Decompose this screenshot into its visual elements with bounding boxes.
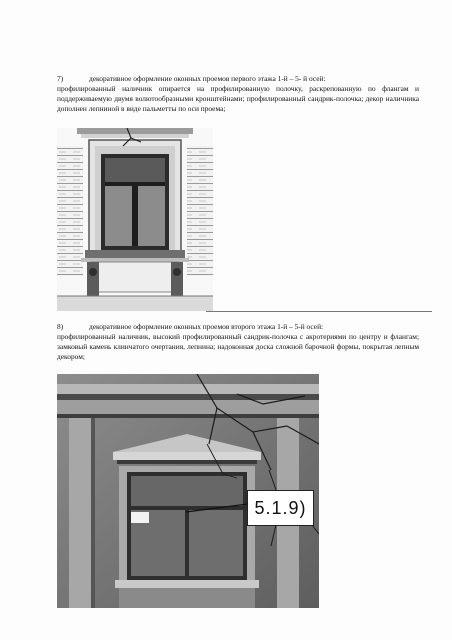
separator-line	[206, 311, 432, 312]
first-floor-window-photo	[57, 128, 213, 311]
section-7-heading	[57, 74, 326, 83]
section-8-heading	[57, 322, 323, 331]
section-7-title: декоративное оформление оконных проемов первого этажа 1-й – 5- й осей:	[89, 74, 326, 83]
section-8-title: декоративное оформление оконных проемов второго этажа 1-й – 5-й осей:	[89, 322, 324, 331]
callout-leader-line	[186, 500, 248, 514]
section-8-number: 8)	[57, 322, 64, 331]
section-7-number: 7)	[57, 74, 64, 83]
section-7-description: профилированный наличник опирается на профилированную полочку, раскрепованную по флангам и поддерживаемую двумя волютообразными кронштейнами; профилированный сандрик-полочка; декор наличника дополнен лепниной в виде пальметты по оси проема;	[57, 84, 419, 113]
section-8-description: профилированный наличник, высокий профилированный сандрик-полочка с акротериями по центру и флангам; замковый камень клинчатого очертания, лепнина; надоконная доска сложной барочной формы, покрытая лепным декором;	[57, 332, 419, 361]
callout-label: 5.1.9)	[247, 490, 314, 526]
